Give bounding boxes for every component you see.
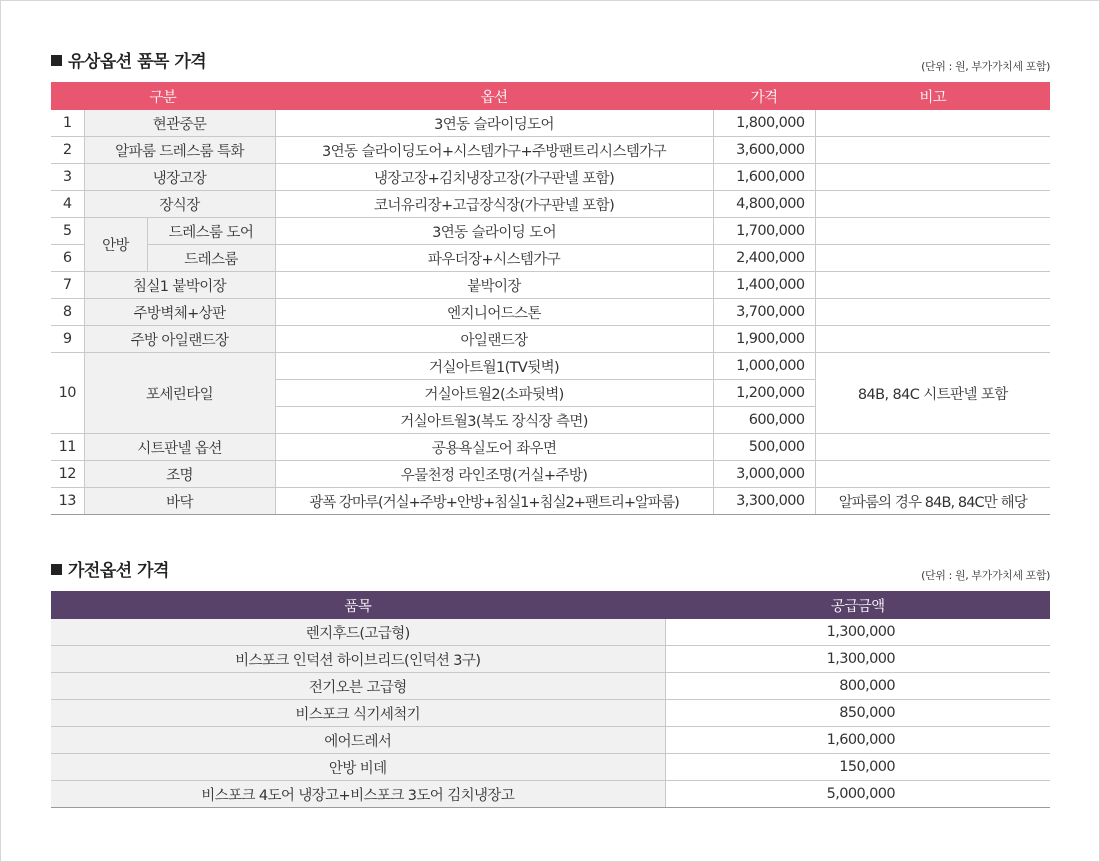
row-price: 3,600,000 [713,137,815,164]
row-option: 거실아트월3(복도 장식장 측면) [275,407,713,434]
header-option: 옵션 [275,83,713,110]
header-category: 구분 [51,83,275,110]
table-row [51,646,1050,673]
row-price: 1,200,000 [713,380,815,407]
row-category: 포세린타일 [84,353,275,434]
row-price: 1,900,000 [713,326,815,353]
row-number: 9 [51,326,84,353]
table-row [51,434,1050,461]
table-row [51,191,1050,218]
row-price: 2,400,000 [713,245,815,272]
row-item: 비스포크 인덕션 하이브리드(인덕션 3구) [51,646,665,673]
row-note [815,461,1050,488]
row-amount: 150,000 [665,754,1050,781]
row-amount: 5,000,000 [665,781,1050,808]
paid-options-title-text: 유상옵션 품목 가격 [68,52,207,72]
appliance-options-unit-note: (단위 : 원, 부가가치세 포함) [921,569,1050,582]
table-header-row [51,83,1050,110]
row-option: 붙박이장 [275,272,713,299]
row-amount: 1,300,000 [665,646,1050,673]
row-number: 1 [51,110,84,137]
row-option: 3연동 슬라이딩도어 [275,110,713,137]
row-price: 3,300,000 [713,488,815,515]
appliance-options-title-text: 가전옵션 가격 [68,561,169,581]
paid-options-unit-note: (단위 : 원, 부가가치세 포함) [921,60,1050,73]
row-item: 비스포크 식기세척기 [51,700,665,727]
row-price: 1,800,000 [713,110,815,137]
row-number: 6 [51,245,84,272]
appliance-options-heading [51,555,1050,585]
row-note [815,137,1050,164]
table-row [51,164,1050,191]
row-option: 3연동 슬라이딩도어+시스템가구+주방팬트리시스템가구 [275,137,713,164]
table-row [51,673,1050,700]
appliance-options-table [51,591,1050,808]
row-amount: 1,300,000 [665,619,1050,646]
row-option: 공용욕실도어 좌우면 [275,434,713,461]
row-note [815,434,1050,461]
row-note [815,110,1050,137]
header-item: 품목 [51,592,665,619]
row-price: 1,600,000 [713,164,815,191]
row-item: 에어드레서 [51,727,665,754]
row-category: 주방 아일랜드장 [84,326,275,353]
row-amount: 850,000 [665,700,1050,727]
table-row [51,272,1050,299]
row-category: 조명 [84,461,275,488]
row-number: 11 [51,434,84,461]
row-number: 10 [51,353,84,434]
row-note [815,272,1050,299]
row-item: 전기오븐 고급형 [51,673,665,700]
table-row [51,353,1050,380]
table-row [51,754,1050,781]
row-option: 광폭 강마루(거실+주방+안방+침실1+침실2+팬트리+알파룸) [275,488,713,515]
row-option: 파우더장+시스템가구 [275,245,713,272]
row-note: 알파룸의 경우 84B, 84C만 해당 [815,488,1050,515]
paid-options-table [51,82,1050,515]
table-row [51,110,1050,137]
row-note [815,164,1050,191]
row-category: 냉장고장 [84,164,275,191]
row-item: 안방 비데 [51,754,665,781]
row-note [815,218,1050,245]
row-option: 우물천정 라인조명(거실+주방) [275,461,713,488]
row-price: 3,000,000 [713,461,815,488]
row-number: 4 [51,191,84,218]
row-note [815,326,1050,353]
row-option: 3연동 슬라이딩 도어 [275,218,713,245]
table-row [51,727,1050,754]
row-category: 장식장 [84,191,275,218]
header-price: 가격 [713,83,815,110]
table-header-row [51,592,1050,619]
row-option: 아일랜드장 [275,326,713,353]
table-row [51,218,1050,245]
row-category: 현관중문 [84,110,275,137]
row-category: 드레스룸 도어 [147,218,275,245]
row-option: 거실아트월1(TV뒷벽) [275,353,713,380]
header-amount: 공급금액 [665,592,1050,619]
square-bullet-icon [51,55,62,66]
row-price: 4,800,000 [713,191,815,218]
paid-options-heading [51,46,1050,76]
row-number: 12 [51,461,84,488]
row-price: 1,400,000 [713,272,815,299]
row-option: 거실아트월2(소파뒷벽) [275,380,713,407]
row-price: 500,000 [713,434,815,461]
square-bullet-icon [51,564,62,575]
table-row [51,488,1050,515]
row-note: 84B, 84C 시트판넬 포함 [815,353,1050,434]
table-row [51,619,1050,646]
header-note: 비고 [815,83,1050,110]
row-number: 2 [51,137,84,164]
appliance-options-title [51,556,169,581]
table-row [51,461,1050,488]
table-row [51,326,1050,353]
row-category: 알파룸 드레스룸 특화 [84,137,275,164]
row-note [815,191,1050,218]
row-item: 렌지후드(고급형) [51,619,665,646]
row-category: 바닥 [84,488,275,515]
row-number: 7 [51,272,84,299]
row-item: 비스포크 4도어 냉장고+비스포크 3도어 김치냉장고 [51,781,665,808]
row-price: 1,000,000 [713,353,815,380]
table-row [51,700,1050,727]
row-category: 드레스룸 [147,245,275,272]
row-option: 엔지니어드스톤 [275,299,713,326]
row-number: 5 [51,218,84,245]
row-category-group: 안방 [84,218,147,272]
row-option: 냉장고장+김치냉장고장(가구판넬 포함) [275,164,713,191]
row-amount: 1,600,000 [665,727,1050,754]
row-number: 13 [51,488,84,515]
row-category: 시트판넬 옵션 [84,434,275,461]
row-category: 침실1 붙박이장 [84,272,275,299]
row-price: 3,700,000 [713,299,815,326]
paid-options-title [51,47,206,72]
row-amount: 800,000 [665,673,1050,700]
row-number: 8 [51,299,84,326]
table-row [51,781,1050,808]
row-option: 코너유리장+고급장식장(가구판넬 포함) [275,191,713,218]
row-number: 3 [51,164,84,191]
table-row [51,245,1050,272]
row-note [815,299,1050,326]
row-category: 주방벽체+상판 [84,299,275,326]
row-note [815,245,1050,272]
row-price: 1,700,000 [713,218,815,245]
table-row [51,299,1050,326]
row-price: 600,000 [713,407,815,434]
table-row [51,137,1050,164]
